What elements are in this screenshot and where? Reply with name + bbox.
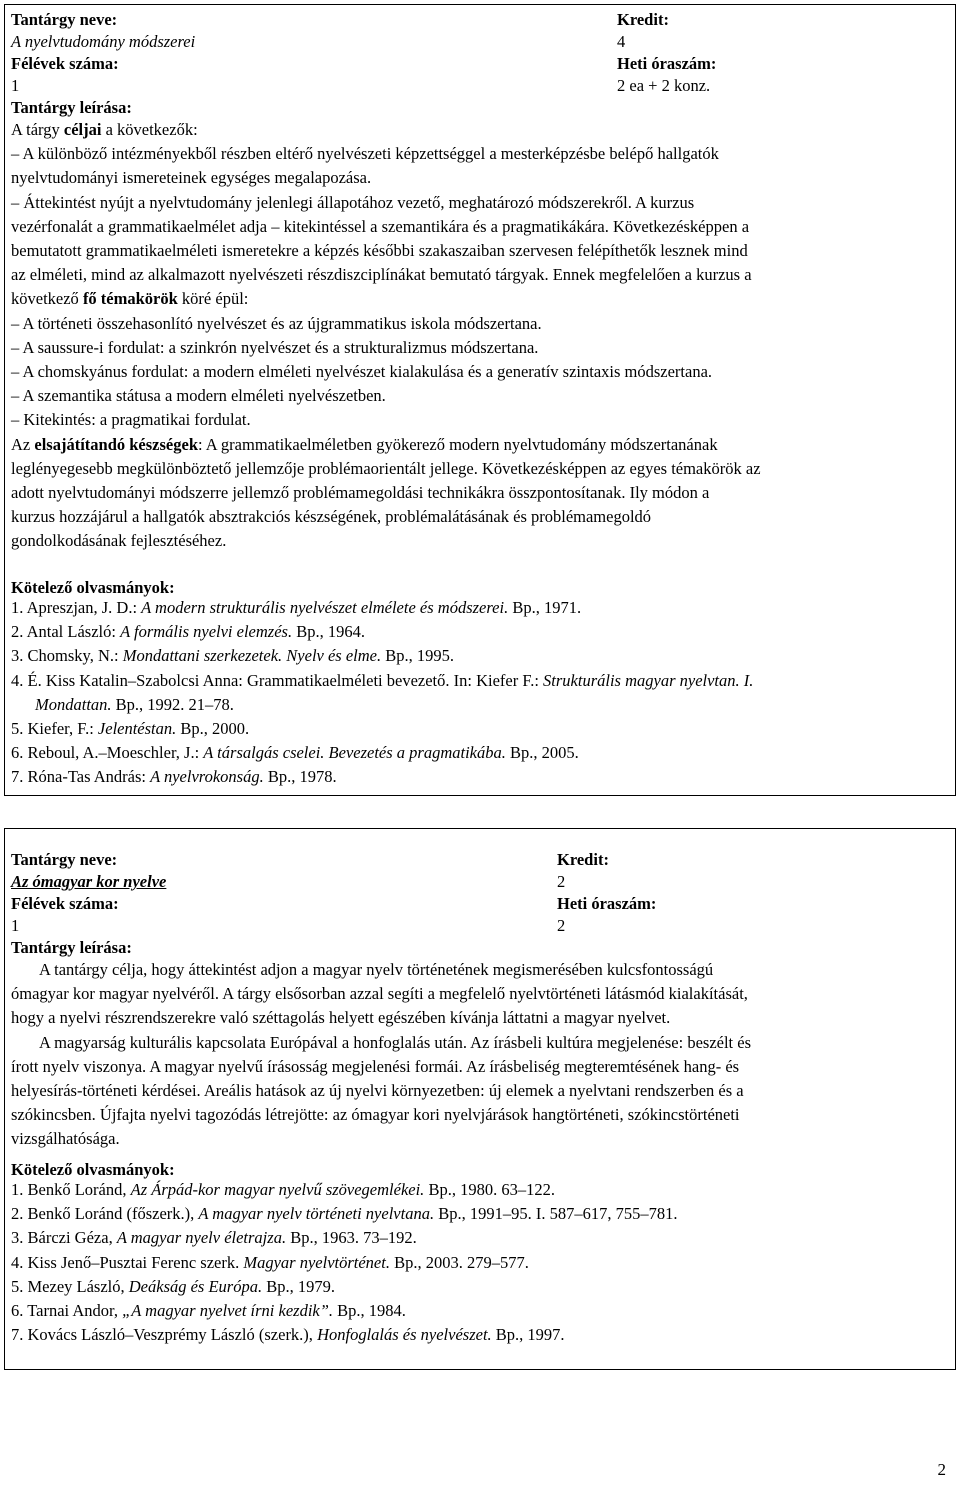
text-segment: az elméleti, mind az alkalmazott nyelvészeti részdiszciplínákat bemutató tárgyak. Ennek megfelelően a kurzus a xyxy=(11,265,752,285)
text-segment: vezérfonalát a grammatikaelmélet adja – kitekintéssel a szemantikára és a pragmatikákára. Következésképpen a xyxy=(11,216,750,236)
text-segment: 1. Benkő Loránd, xyxy=(11,1180,131,1199)
italic-title: Magyar nyelvtörténet. xyxy=(243,1252,390,1272)
text-segment: 2. Benkő Loránd (főszerk.), xyxy=(11,1204,199,1224)
description-line xyxy=(11,264,752,285)
text-segment: 4. É. Kiss Katalin–Szabolcsi Anna: Grammatikaelméleti bevezető. In: Kiefer F.: xyxy=(11,670,544,690)
text-segment: 4. Kiss Jenő–Pusztai Ferenc szerk. xyxy=(11,1252,244,1272)
description-line xyxy=(11,288,248,309)
text-segment: Bp., 1964. xyxy=(292,622,365,642)
text-segment: A tárgy xyxy=(11,120,64,139)
text-segment: : A grammatikaelméletben gyökerező modern nyelvtudomány módszertanának xyxy=(198,434,718,454)
text-segment: Bp., 1971. xyxy=(508,598,582,617)
description-label: Tantárgy leírása: xyxy=(11,938,132,957)
text-segment: bemutatott grammatikaelméleti ismeretekre a képzés későbbi szakaszaiban szervesen felépíthetők lesznek mind xyxy=(11,241,748,260)
description-line xyxy=(11,1104,740,1125)
description-line xyxy=(11,167,371,188)
text-segment: Bp., 1992. 21–78. xyxy=(111,694,234,714)
description-line xyxy=(39,959,713,980)
description-line xyxy=(11,458,761,479)
bold-term: fő témakörök xyxy=(82,289,178,309)
description-line xyxy=(11,506,651,527)
description-label: Tantárgy leírása: xyxy=(11,98,132,117)
credit-label: Kredit: xyxy=(617,10,669,29)
credit-value: 4 xyxy=(617,32,626,51)
description-line xyxy=(11,240,748,261)
italic-title: Mondattan. xyxy=(35,694,112,714)
reading-item xyxy=(35,694,234,715)
italic-title: Honfoglalás és nyelvészet. xyxy=(317,1325,492,1345)
text-segment: Bp., 2000. xyxy=(176,719,250,738)
text-segment: 5. Mezey László, xyxy=(11,1276,129,1296)
italic-title: Jelentéstan. xyxy=(97,719,177,738)
hours-label: Heti óraszám: xyxy=(557,894,657,913)
readings-label: Kötelező olvasmányok: xyxy=(11,578,175,597)
description-line xyxy=(11,361,712,382)
course-name: A nyelvtudomány módszerei xyxy=(11,32,196,51)
text-segment: hogy a nyelvi részrendszerekre való széttagolás helyett egészében kívánja láttatni a magyar nyelvet. xyxy=(11,1008,671,1028)
text-segment: A tantárgy célja, hogy áttekintést adjon a magyar nyelv történetének megismerésében kulcsfontosságú xyxy=(39,960,714,979)
course-name: Az ómagyar kor nyelve xyxy=(11,872,167,891)
text-segment: Az xyxy=(11,434,35,454)
italic-title: A nyelvrokonság. xyxy=(150,767,264,787)
reading-item xyxy=(11,766,337,787)
text-segment: helyesírás-történeti kérdései. Areális hatások az új nyelvi környezetben: új elemek a nyelvtani rendszerben és a xyxy=(11,1081,744,1100)
italic-title: Mondattani szerkezetek. Nyelv és elme. xyxy=(122,646,382,666)
description-line xyxy=(11,1056,739,1077)
semesters-label: Félévek száma: xyxy=(11,54,119,73)
text-segment: nyelvtudományi ismereteinek egységes megalapozása. xyxy=(11,168,372,188)
course-block-1 xyxy=(4,4,956,796)
description-line xyxy=(11,385,386,406)
text-segment: Bp., 1984. xyxy=(333,1301,406,1320)
text-segment: Bp., 2005. xyxy=(505,743,579,763)
readings-label: Kötelező olvasmányok: xyxy=(11,1160,175,1179)
text-segment: Bp., 1995. xyxy=(381,646,455,666)
text-segment: – A különböző intézményekből részben eltérő nyelvészeti képzettséggel a mesterképzésbe belépő hallgatók xyxy=(11,144,719,164)
description-line xyxy=(11,1080,744,1101)
reading-item xyxy=(11,1324,565,1345)
course-name-label: Tantárgy neve: xyxy=(11,10,118,29)
text-segment: – A chomskyánus fordulat: a modern elméleti nyelvészet kialakulása és a generatív szintaxis módszertana. xyxy=(11,362,713,381)
text-segment: Bp., 1980. 63–122. xyxy=(424,1180,555,1199)
reading-item xyxy=(11,1179,555,1200)
description-line xyxy=(11,1007,670,1028)
description-line xyxy=(11,143,719,164)
reading-item xyxy=(11,597,581,618)
description-line xyxy=(11,192,694,213)
reading-item xyxy=(11,670,753,691)
description-line xyxy=(39,1032,751,1053)
text-segment: – A történeti összehasonlító nyelvészet és az újgrammatikus iskola módszertana. xyxy=(11,313,542,333)
description-line xyxy=(11,313,542,334)
italic-title: A formális nyelvi elemzés. xyxy=(120,622,293,642)
reading-item xyxy=(11,645,454,666)
description-line xyxy=(11,409,251,430)
italic-title: Deákság és Európa. xyxy=(128,1276,263,1296)
text-segment: 6. Reboul, A.–Moeschler, J.: xyxy=(11,743,204,763)
reading-item xyxy=(11,621,365,642)
semesters-value: 1 xyxy=(11,76,20,95)
text-segment: 7. Róna-Tas András: xyxy=(11,767,151,787)
description-line xyxy=(11,1128,120,1149)
text-segment: 3. Bárczi Géza, xyxy=(11,1228,117,1248)
text-segment: A magyarság kulturális kapcsolata Európával a honfoglalás után. Az írásbeli kultúra megjelenése: beszélt és xyxy=(39,1032,752,1052)
text-segment: szókincsben. Újfajta nyelvi tagozódás létrejötte: az ómagyar kori nyelvjárások hangtörténeti, szókincstörténeti xyxy=(11,1105,740,1125)
text-segment: kurzus hozzájárul a hallgatók absztrakciós készségének, problémalátásának és problémamegoldó xyxy=(11,507,652,527)
description-line xyxy=(11,434,718,455)
text-segment: 5. Kiefer, F.: xyxy=(11,719,98,738)
semesters-value: 1 xyxy=(11,916,20,935)
text-segment: 1. Apreszjan, J. D.: xyxy=(11,598,142,617)
description-line xyxy=(11,216,749,237)
text-segment: – Kitekintés: a pragmatikai fordulat. xyxy=(11,410,251,430)
text-segment: Bp., 1979. xyxy=(262,1276,335,1296)
semesters-label: Félévek száma: xyxy=(11,894,119,913)
description-line xyxy=(11,482,709,503)
course-name-label: Tantárgy neve: xyxy=(11,850,118,869)
reading-item xyxy=(11,1252,529,1273)
italic-title: „A magyar nyelvet írni kezdik”. xyxy=(122,1301,334,1320)
reading-item xyxy=(11,1276,335,1297)
text-segment: vizsgálhatósága. xyxy=(11,1129,120,1149)
italic-title: A magyar nyelv történeti nyelvtana. xyxy=(198,1204,435,1224)
credit-value: 2 xyxy=(557,872,566,891)
description-line xyxy=(11,983,748,1004)
text-segment: leglényegesebb megkülönböztető jellemzője problémaorientált jellege. Következésképpen az egyes témakörök az xyxy=(11,458,761,478)
bold-term: céljai xyxy=(63,120,102,139)
bold-term: elsajátítandó készségek xyxy=(34,434,198,454)
hours-label: Heti óraszám: xyxy=(617,54,717,73)
text-segment: Bp., 1997. xyxy=(491,1325,565,1345)
text-segment: Bp., 2003. 279–577. xyxy=(389,1252,529,1272)
text-segment: Bp., 1991–95. I. 587–617, 755–781. xyxy=(434,1204,678,1224)
text-segment: Bp., 1963. 73–192. xyxy=(286,1228,417,1248)
text-segment: 2. Antal László: xyxy=(11,622,121,642)
text-segment: adott nyelvtudományi módszerre jellemző problémamegoldási technikákra összpontosítanak. Ily módon a xyxy=(11,483,710,502)
page-number: 2 xyxy=(937,1460,946,1479)
hours-value: 2 ea + 2 konz. xyxy=(617,76,711,95)
italic-title: A társalgás cselei. Bevezetés a pragmatikába. xyxy=(203,743,506,763)
reading-item xyxy=(11,742,579,763)
text-segment: gondolkodásának fejlesztéséhez. xyxy=(11,531,227,551)
text-segment: a következők: xyxy=(101,120,198,139)
reading-item xyxy=(11,1203,677,1224)
text-segment: következő xyxy=(11,289,83,309)
text-segment: Bp., 1978. xyxy=(263,767,337,787)
italic-title: Az Árpád-kor magyar nyelvű szövegemlékei. xyxy=(130,1180,425,1199)
text-segment: ómagyar kor magyar nyelvéről. A tárgy elsősorban azzal segíti a megfelelő nyelvtörténeti látásmód kialakítását, xyxy=(11,984,748,1004)
italic-title: Strukturális magyar nyelvtan. I. xyxy=(543,670,754,690)
text-segment: – Áttekintést nyújt a nyelvtudomány jelenlegi állapotához vezető, meghatározó módszerekről. A kurzus xyxy=(11,192,695,212)
description-line xyxy=(11,530,226,551)
credit-label: Kredit: xyxy=(557,850,609,869)
reading-item xyxy=(11,1227,417,1248)
italic-title: A modern strukturális nyelvészet elmélete és módszerei. xyxy=(141,598,509,617)
text-segment: 7. Kovács László–Veszprémy László (szerk.), xyxy=(11,1325,318,1345)
text-segment: köré épül: xyxy=(177,289,249,309)
text-segment: 6. Tarnai Andor, xyxy=(11,1301,123,1320)
reading-item xyxy=(11,718,249,739)
description-line xyxy=(11,337,538,358)
text-segment: – A szemantika státusa a modern elméleti nyelvészetben. xyxy=(11,386,386,406)
reading-item xyxy=(11,1300,406,1321)
text-segment: – A saussure-i fordulat: a szinkrón nyelvészet és a strukturalizmus módszertana. xyxy=(11,337,539,357)
text-segment: írott nyelv viszonya. A magyar nyelvű írásosság megjelenési formái. Az írásbeliség megteremtésének hang- és xyxy=(11,1056,740,1076)
italic-title: A magyar nyelv életrajza. xyxy=(116,1228,287,1248)
text-segment: 3. Chomsky, N.: xyxy=(11,646,123,666)
description-line xyxy=(11,119,198,140)
hours-value: 2 xyxy=(557,916,566,935)
course-block-2 xyxy=(4,828,956,1370)
